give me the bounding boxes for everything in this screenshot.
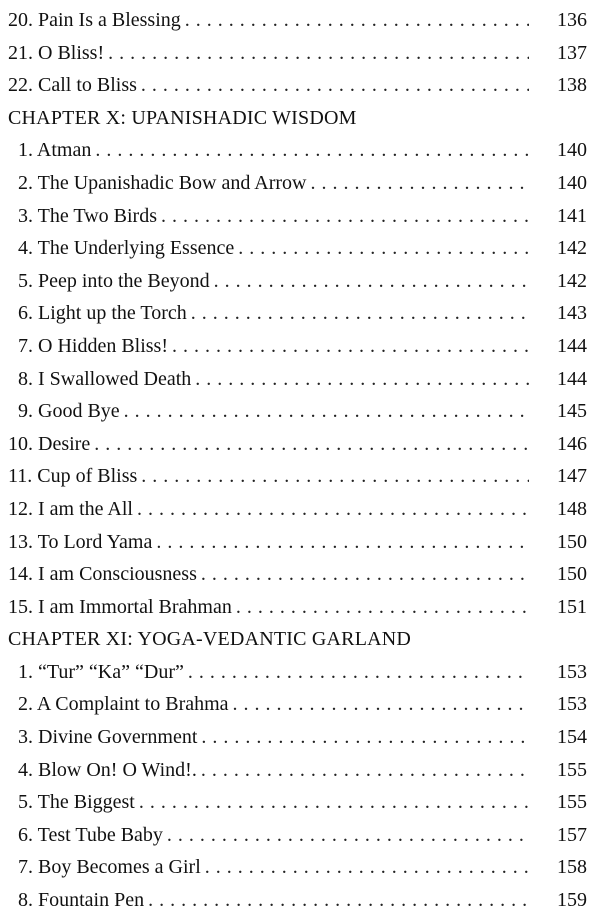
chapter-heading: CHAPTER X: UPANISHADIC WISDOM [8,106,357,129]
dot-leader [124,395,529,428]
toc-entry-title: 10. Desire [8,428,94,461]
toc-entry-title: 13. To Lord Yama [8,526,156,559]
dot-leader [167,819,529,852]
toc-entry-page-number: 143 [529,297,587,330]
toc-entry-title: 4. Blow On! O Wind!. [18,754,201,787]
toc-entry-page-number: 155 [529,754,587,787]
toc-entry-title: 2. A Complaint to Brahma [18,688,233,721]
toc-entry-page-number: 138 [529,69,587,102]
toc-entry-page-number: 150 [529,558,587,591]
toc-entry-page-number: 140 [529,134,587,167]
toc-entry-page-number: 137 [529,37,587,70]
toc-entry-page-number: 144 [529,363,587,396]
toc-entry[interactable] [0,265,600,298]
toc-entry[interactable] [0,4,600,37]
toc-entry-title: 15. I am Immortal Brahman [8,591,236,624]
toc-entry-page-number: 142 [529,232,587,265]
toc-entry[interactable] [0,688,600,721]
toc-entry-title: 2. The Upanishadic Bow and Arrow [18,167,310,200]
toc-entry[interactable] [0,786,600,819]
dot-leader [137,493,529,526]
toc-entry-page-number: 144 [529,330,587,363]
toc-entry-title: 4. The Underlying Essence [18,232,238,265]
toc-entry-page-number: 153 [529,656,587,689]
toc-entry[interactable] [0,493,600,526]
dot-leader [233,688,529,721]
toc-entry-title: 20. Pain Is a Blessing [8,4,185,37]
toc-entry-page-number: 146 [529,428,587,461]
toc-entry-page-number: 140 [529,167,587,200]
toc-entry[interactable] [0,428,600,461]
toc-entry-title: 8. I Swallowed Death [18,363,195,396]
toc-entry-page-number: 158 [529,851,587,884]
toc-entry[interactable] [0,460,600,493]
dot-leader [95,134,529,167]
toc-entry-title: 9. Good Bye [18,395,124,428]
dot-leader [191,297,529,330]
toc-entry-title: 21. O Bliss! [8,37,108,70]
toc-entry-title: 6. Test Tube Baby [18,819,167,852]
toc-entry[interactable] [0,819,600,852]
dot-leader [185,4,529,37]
toc-entry-page-number: 147 [529,460,587,493]
toc-entry[interactable] [0,297,600,330]
dot-leader [148,884,529,917]
toc-entry-page-number: 159 [529,884,587,917]
toc-entry[interactable] [0,558,600,591]
toc-entry-page-number: 153 [529,688,587,721]
toc-entry-title: 7. Boy Becomes a Girl [18,851,205,884]
dot-leader [172,330,529,363]
toc-entry-title: 12. I am the All [8,493,137,526]
toc-entry-page-number: 151 [529,591,587,624]
dot-leader [141,460,529,493]
toc-entry[interactable] [0,134,600,167]
dot-leader [156,526,529,559]
toc-entry-title: 8. Fountain Pen [18,884,148,917]
toc-entry-page-number: 136 [529,4,587,37]
toc-entry-page-number: 155 [529,786,587,819]
dot-leader [214,265,529,298]
toc-entry[interactable] [0,330,600,363]
toc-entry-page-number: 157 [529,819,587,852]
toc-entry[interactable] [0,395,600,428]
toc-entry-page-number: 141 [529,200,587,233]
dot-leader [188,656,529,689]
toc-entry-title: 22. Call to Bliss [8,69,141,102]
dot-leader [108,37,529,70]
toc-entry-page-number: 154 [529,721,587,754]
dot-leader [201,721,529,754]
toc-entry[interactable] [0,851,600,884]
toc-entry-title: 14. I am Consciousness [8,558,201,591]
toc-entry[interactable] [0,721,600,754]
toc-entry-title: 3. The Two Birds [18,200,161,233]
toc-entry[interactable] [0,167,600,200]
toc-entry[interactable] [0,200,600,233]
toc-entry-page-number: 150 [529,526,587,559]
dot-leader [139,786,529,819]
toc-entry-title: 1. Atman [18,134,95,167]
toc-entry[interactable] [0,232,600,265]
dot-leader [161,200,529,233]
toc-entry[interactable] [0,526,600,559]
toc-entry-title: 7. O Hidden Bliss! [18,330,172,363]
toc-entry-page-number: 145 [529,395,587,428]
toc-entry-title: 3. Divine Government [18,721,201,754]
toc-entry[interactable] [0,591,600,624]
dot-leader [201,754,529,787]
table-of-contents [0,4,600,917]
dot-leader [141,69,529,102]
toc-entry-page-number: 148 [529,493,587,526]
dot-leader [238,232,529,265]
dot-leader [195,363,529,396]
dot-leader [310,167,529,200]
dot-leader [94,428,529,461]
toc-entry[interactable] [0,656,600,689]
toc-entry[interactable] [0,363,600,396]
toc-entry-page-number: 142 [529,265,587,298]
toc-entry[interactable] [0,69,600,102]
toc-entry-title: 11. Cup of Bliss [8,460,141,493]
toc-entry-title: 1. “Tur” “Ka” “Dur” [18,656,188,689]
toc-entry-title: 6. Light up the Torch [18,297,191,330]
dot-leader [201,558,529,591]
toc-entry[interactable] [0,754,600,787]
toc-entry[interactable] [0,37,600,70]
chapter-heading: CHAPTER XI: YOGA-VEDANTIC GARLAND [8,628,412,651]
dot-leader [236,591,529,624]
toc-entry-title: 5. The Biggest [18,786,139,819]
toc-entry[interactable] [0,884,600,917]
dot-leader [205,851,529,884]
toc-entry-title: 5. Peep into the Beyond [18,265,214,298]
